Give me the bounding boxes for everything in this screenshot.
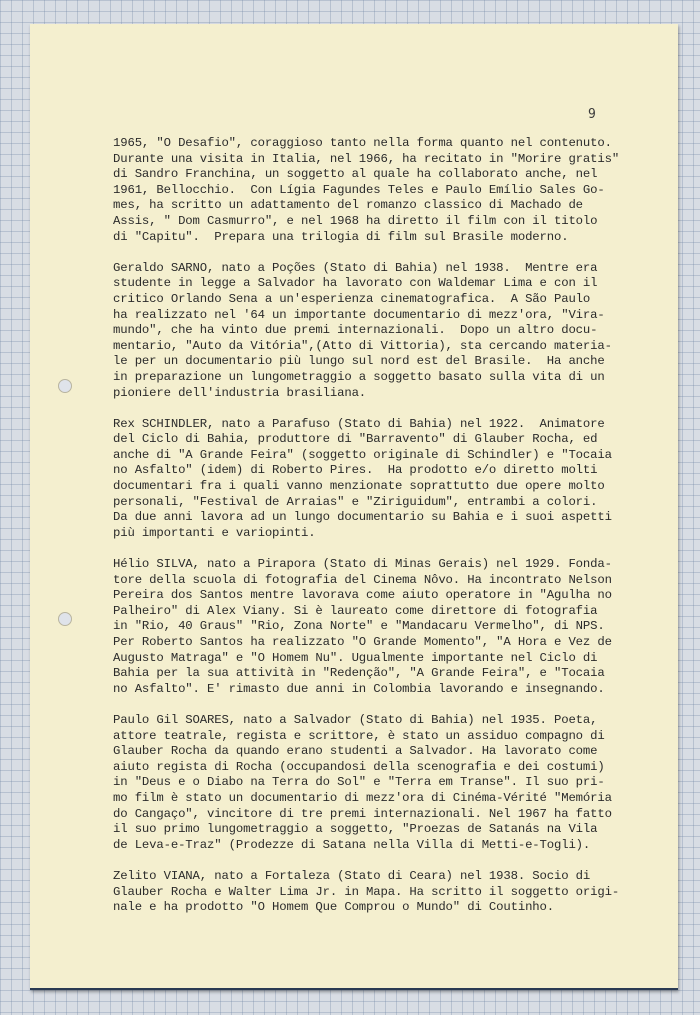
text-line: anche di "A Grande Feira" (soggetto originale di Schindler) e "Tocaia xyxy=(113,447,612,462)
text-line: Durante una visita in Italia, nel 1966, ha recitato in "Morire gratis" xyxy=(113,151,620,166)
text-line: in "Rio, 40 Graus" "Rio, Zona Norte" e "Mandacaru Vermelho", di NPS. xyxy=(113,619,605,634)
text-line: studente in legge a Salvador ha lavorato con Waldemar Lima e con il xyxy=(113,276,598,291)
text-line: pioniere dell'industria brasiliana. xyxy=(113,385,367,400)
text-line: il suo primo lungometraggio a soggetto, "Proezas de Satanás na Vila xyxy=(113,822,598,837)
punch-hole-lower xyxy=(58,612,72,626)
text-line: ha realizzato nel '64 un importante documentario di mezz'ora, "Vira- xyxy=(113,307,605,322)
text-line: no Asfalto". E' rimasto due anni in Colombia lavorando e insegnando. xyxy=(113,681,605,696)
text-line: Pereira dos Santos mentre lavorava come aiuto operatore in "Agulha no xyxy=(113,588,612,603)
text-line: no Asfalto" (idem) di Roberto Pires. Ha prodotto e/o diretto molti xyxy=(113,463,598,478)
paragraph xyxy=(113,136,658,245)
text-line: de Leva-e-Traz" (Prodezze di Satana nella Villa di Metti-e-Togli). xyxy=(113,837,591,852)
text-line: personali, "Festival de Arraias" e "Ziriguidum", entrambi a colori. xyxy=(113,494,598,509)
text-line: del Ciclo di Bahia, produttore di "Barravento" di Glauber Rocha, ed xyxy=(113,432,598,447)
text-line: più importanti e variopinti. xyxy=(113,525,316,540)
text-line: Paulo Gil SOARES, nato a Salvador (Stato di Bahia) nel 1935. Poeta, xyxy=(113,712,598,727)
text-line: in preparazione un lungometraggio a soggetto basato sulla vita di un xyxy=(113,369,605,384)
text-line: Palheiro" di Alex Viany. Si è laureato come direttore di fotografia xyxy=(113,603,598,618)
text-line: Bahia per la sua attività in "Redenção", "A Grande Feira", e "Tocaia xyxy=(113,666,605,681)
text-line: in "Deus e o Diabo na Terra do Sol" e "Terra em Transe". Il suo pri- xyxy=(113,775,605,790)
text-line: di "Capitu". Prepara una trilogia di film sul Brasile moderno. xyxy=(113,229,569,244)
paragraph xyxy=(113,713,658,853)
text-line: documentari fra i quali vanno menzionate soprattutto due opere molto xyxy=(113,479,605,494)
paragraph xyxy=(113,869,658,916)
text-line: Hélio SILVA, nato a Pirapora (Stato di Minas Gerais) nel 1929. Fonda- xyxy=(113,557,612,572)
text-line: Augusto Matraga" e "O Homem Nu". Ugualmente importante nel Ciclo di xyxy=(113,650,598,665)
document-body xyxy=(113,136,658,931)
paragraph xyxy=(113,417,658,542)
text-line: do Cangaço", vincitore di tre premi internazionali. Nel 1967 ha fatto xyxy=(113,806,612,821)
text-line: Geraldo SARNO, nato a Poções (Stato di Bahia) nel 1938. Mentre era xyxy=(113,260,598,275)
text-line: Glauber Rocha e Walter Lima Jr. in Mapa. Ha scritto il soggetto origi- xyxy=(113,884,620,899)
text-line: tore della scuola di fotografia del Cinema Nôvo. Ha incontrato Nelson xyxy=(113,572,612,587)
text-line: Assis, " Dom Casmurro", e nel 1968 ha diretto il film con il titolo xyxy=(113,213,598,228)
text-line: nale e ha prodotto "O Homem Que Comprou o Mundo" di Coutinho. xyxy=(113,900,554,915)
text-line: attore teatrale, regista e scrittore, è stato un assiduo compagno di xyxy=(113,728,605,743)
text-line: mo film è stato un documentario di mezz'ora di Cinéma-Vérité "Memória xyxy=(113,790,612,805)
text-line: mundo", che ha vinto due premi internazionali. Dopo un altro docu- xyxy=(113,323,598,338)
paragraph xyxy=(113,261,658,401)
text-line: Per Roberto Santos ha realizzato "O Grande Momento", "A Hora e Vez de xyxy=(113,635,612,649)
text-line: mes, ha scritto un adattamento del romanzo classico di Machado de xyxy=(113,198,583,213)
text-line: aiuto regista di Rocha (occupandosi della scenografia e dei costumi) xyxy=(113,759,605,774)
text-line: mentario, "Auto da Vitória",(Atto di Vittoria), sta cercando materia- xyxy=(113,338,612,353)
text-line: Glauber Rocha da quando erano studenti a Salvador. Ha lavorato come xyxy=(113,744,598,759)
text-line: 1961, Bellocchio. Con Lígia Fagundes Teles e Paulo Emílio Sales Go- xyxy=(113,182,605,197)
text-line: critico Orlando Sena a un'esperienza cinematografica. A São Paulo xyxy=(113,291,591,306)
page-number: 9 xyxy=(588,107,596,122)
text-line: 1965, "O Desafio", coraggioso tanto nella forma quanto nel contenuto. xyxy=(113,136,612,150)
text-line: Rex SCHINDLER, nato a Parafuso (Stato di Bahia) nel 1922. Animatore xyxy=(113,416,605,431)
paragraph xyxy=(113,557,658,697)
text-line: Zelito VIANA, nato a Fortaleza (Stato di Ceara) nel 1938. Socio di xyxy=(113,868,591,883)
text-line: di Sandro Franchina, un soggetto al quale ha collaborato anche, nel xyxy=(113,167,598,182)
text-line: le per un documentario più lungo sul nord est del Brasile. Ha anche xyxy=(113,354,605,369)
punch-hole-upper xyxy=(58,379,72,393)
text-line: Da due anni lavora ad un lungo documentario su Bahia e i suoi aspetti xyxy=(113,510,612,525)
